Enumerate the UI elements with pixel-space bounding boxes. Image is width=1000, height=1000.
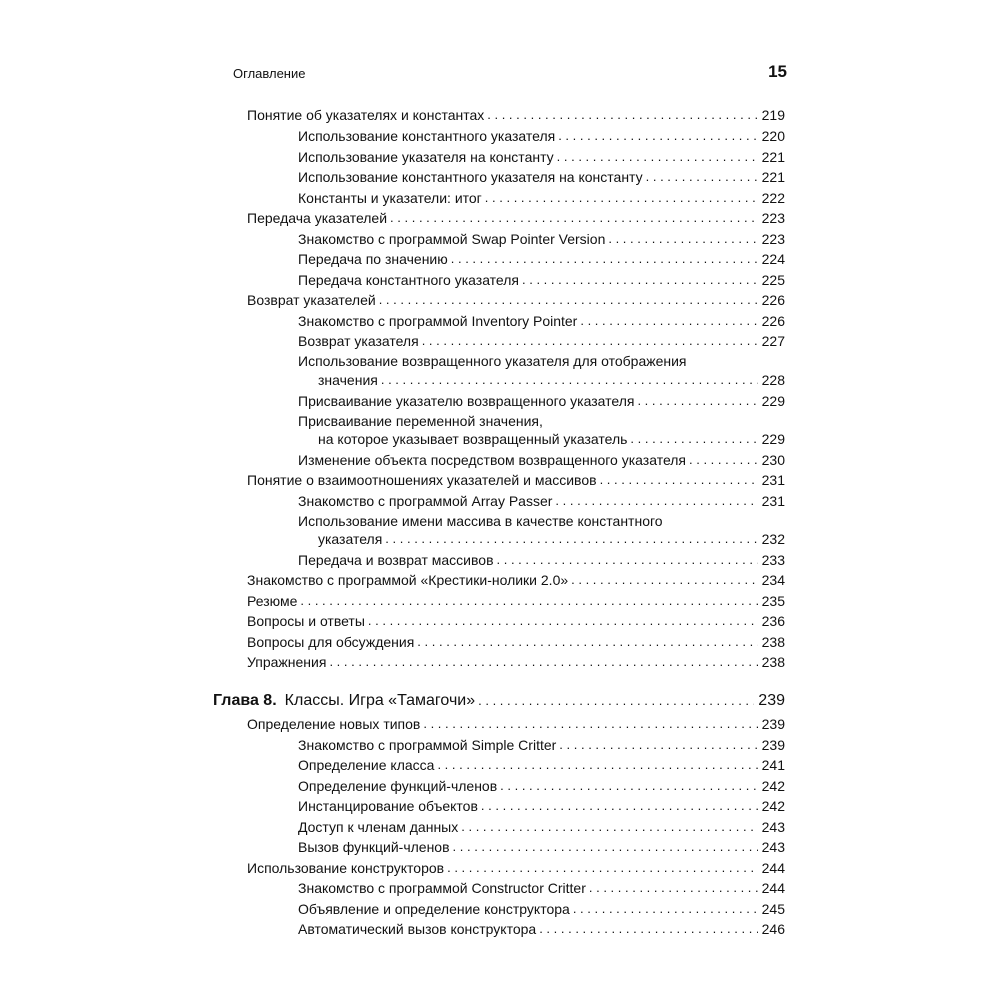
dot-leader [573, 901, 758, 917]
dot-leader [559, 737, 757, 753]
toc-entry [298, 393, 785, 409]
toc-page-number: 243 [761, 819, 785, 835]
toc-entry [298, 128, 785, 144]
toc-entry-title: Знакомство с программой Constructor Critter [298, 880, 586, 896]
toc-entry-title: Определение класса [298, 757, 435, 773]
toc-entry [298, 333, 785, 349]
toc-page-number: 244 [761, 880, 785, 896]
toc-entry-title: Знакомство с программой Inventory Pointer [298, 313, 578, 329]
toc-page-number: 229 [761, 393, 785, 409]
toc-entry [318, 372, 785, 388]
toc-entry [298, 798, 785, 814]
toc-page-number: 242 [761, 798, 785, 814]
toc-entry-title: Передача по значению [298, 251, 448, 267]
dot-leader [368, 613, 758, 629]
toc-entry [298, 901, 785, 917]
toc-entry-title: Знакомство с программой Simple Critter [298, 737, 557, 753]
toc-page-number: 244 [761, 860, 785, 876]
toc-page-number: 221 [761, 169, 785, 185]
toc-entry-title: Передача константного указателя [298, 272, 519, 288]
dot-leader [379, 292, 758, 308]
toc-page-number: 224 [761, 251, 785, 267]
dot-leader [689, 452, 758, 468]
toc-page-number: 227 [761, 333, 785, 349]
toc-entry [247, 654, 785, 670]
dot-leader [608, 231, 757, 247]
dot-leader [497, 552, 758, 568]
toc-entry-first-line: Присваивание переменной значения, [298, 413, 543, 429]
dot-leader [580, 313, 757, 329]
toc-entry [298, 313, 785, 329]
running-title: Оглавление [233, 66, 306, 81]
toc-entry [247, 107, 785, 123]
dot-leader [646, 169, 758, 185]
toc-entry-title: Возврат указателя [298, 333, 419, 349]
toc-page-number: 219 [761, 107, 785, 123]
toc-page-number: 226 [761, 313, 785, 329]
toc-page-number: 225 [761, 272, 785, 288]
dot-leader [589, 880, 758, 896]
toc-entry [298, 272, 785, 288]
dot-leader [423, 716, 757, 732]
toc-entry-title: Вопросы для обсуждения [247, 634, 415, 650]
toc-entry-title: Использование указателя на константу [298, 149, 554, 165]
toc-entry-title: Знакомство с программой Array Passer [298, 493, 553, 509]
toc-page-number: 223 [761, 231, 785, 247]
toc-page-number: 238 [761, 654, 785, 670]
toc-entry [298, 839, 785, 855]
toc-entry-title: Автоматический вызов конструктора [298, 921, 537, 937]
dot-leader [600, 472, 758, 488]
dot-leader [539, 921, 757, 937]
toc-entry [298, 251, 785, 267]
toc-entry-first-line: Использование имени массива в качестве константного [298, 513, 663, 529]
dot-leader [637, 393, 757, 409]
dot-leader [481, 798, 758, 814]
chapter-label: Глава 8. [213, 692, 277, 709]
toc-page-number: 228 [761, 372, 785, 388]
dot-leader [329, 654, 757, 670]
page-header [233, 62, 787, 86]
dot-leader [500, 778, 757, 794]
toc-entry [298, 231, 785, 247]
toc-entry-title: на которое указывает возвращенный указатель [318, 431, 628, 447]
dot-leader [487, 107, 757, 123]
toc-page-number: 231 [761, 472, 785, 488]
dot-leader [478, 693, 754, 709]
toc-entry [298, 921, 785, 937]
toc-page-number: 239 [758, 692, 785, 709]
toc-entry [247, 292, 785, 308]
toc-page-number: 232 [761, 531, 785, 547]
toc-page-number: 233 [761, 552, 785, 568]
toc-entry [298, 190, 785, 206]
toc-entry-title: Передача указателей [247, 210, 388, 226]
dot-leader [300, 593, 757, 609]
toc-entry-title: Упражнения [247, 654, 327, 670]
toc-page-number: 226 [761, 292, 785, 308]
toc-entry-first-line: Использование возвращенного указателя для отображения [298, 353, 687, 369]
toc-page-number: 234 [761, 572, 785, 588]
toc-entry-title: Классы. Игра «Тамагочи» [284, 692, 476, 709]
toc-page-number: 242 [761, 778, 785, 794]
toc-entry [318, 431, 785, 447]
toc-entry [247, 210, 785, 226]
toc-page-number: 246 [761, 921, 785, 937]
toc-entry [298, 169, 785, 185]
toc-entry-title: Вопросы и ответы [247, 613, 365, 629]
toc-entry-title: Доступ к членам данных [298, 819, 459, 835]
toc-page-number: 243 [761, 839, 785, 855]
toc-entry [298, 493, 785, 509]
toc-entry [247, 634, 785, 650]
toc-page-number: 231 [761, 493, 785, 509]
toc-entry [298, 149, 785, 165]
page-number: 15 [768, 62, 787, 81]
toc-entry [247, 716, 785, 732]
toc-entry-title: Возврат указателей [247, 292, 376, 308]
dot-leader [571, 572, 758, 588]
toc-entry-title: Использование константного указателя [298, 128, 556, 144]
dot-leader [422, 333, 758, 349]
toc-entry-title: Знакомство с программой «Крестики-нолики 2.0» [247, 572, 569, 588]
toc-entry [298, 737, 785, 753]
toc-entry-title: Объявление и определение конструктора [298, 901, 570, 917]
toc-page-number: 230 [761, 452, 785, 468]
toc-page-number: 221 [761, 149, 785, 165]
dot-leader [390, 210, 758, 226]
dot-leader [630, 431, 757, 447]
toc-entry-title: Определение функций-членов [298, 778, 498, 794]
toc-entry-title: Передача и возврат массивов [298, 552, 494, 568]
toc-page-number: 223 [761, 210, 785, 226]
dot-leader [558, 128, 757, 144]
toc-page-number: 222 [761, 190, 785, 206]
toc-page-number: 238 [761, 634, 785, 650]
toc-entry-title: Изменение объекта посредством возвращенного указателя [298, 452, 687, 468]
toc-page-number: 220 [761, 128, 785, 144]
dot-leader [453, 839, 758, 855]
toc-entry [298, 880, 785, 896]
toc-page-number: 236 [761, 613, 785, 629]
toc-entry-title: Понятие об указателях и константах [247, 107, 485, 123]
toc-page-number: 239 [761, 737, 785, 753]
toc-entry [298, 819, 785, 835]
dot-leader [437, 757, 757, 773]
toc-entry [298, 452, 785, 468]
toc-entry-title: Использование конструкторов [247, 860, 445, 876]
toc-entry-title: Присваивание указателю возвращенного указателя [298, 393, 635, 409]
toc-entry-title: указателя [318, 531, 383, 547]
dot-leader [451, 251, 758, 267]
toc-entry-title: Понятие о взаимоотношениях указателей и массивов [247, 472, 597, 488]
toc-entry [247, 593, 785, 609]
dot-leader [555, 493, 757, 509]
toc-page-number: 239 [761, 716, 785, 732]
toc-entry [247, 472, 785, 488]
dot-leader [485, 190, 758, 206]
dot-leader [557, 149, 758, 165]
toc-entry [247, 860, 785, 876]
toc-entry-title: Инстанцирование объектов [298, 798, 478, 814]
dot-leader [417, 634, 757, 650]
toc-page-number: 241 [761, 757, 785, 773]
toc-page-number: 235 [761, 593, 785, 609]
toc-page-number: 229 [761, 431, 785, 447]
toc-entry [318, 531, 785, 547]
dot-leader [522, 272, 758, 288]
toc-entry-title: Резюме [247, 593, 298, 609]
toc-entry-title: Вызов функций-членов [298, 839, 450, 855]
toc-entry-title: Использование константного указателя на константу [298, 169, 643, 185]
toc-entry-title: значения [318, 372, 378, 388]
toc-entry [298, 778, 785, 794]
toc-entry [298, 757, 785, 773]
chapter-heading [213, 693, 785, 709]
dot-leader [461, 819, 757, 835]
dot-leader [385, 531, 757, 547]
toc-entry [247, 613, 785, 629]
toc-entry-title: Определение новых типов [247, 716, 421, 732]
toc-entry-title: Константы и указатели: итог [298, 190, 482, 206]
dot-leader [447, 860, 758, 876]
toc-entry [247, 572, 785, 588]
toc-entry-title: Знакомство с программой Swap Pointer Version [298, 231, 606, 247]
toc-page-number: 245 [761, 901, 785, 917]
dot-leader [381, 372, 758, 388]
toc-entry [298, 552, 785, 568]
